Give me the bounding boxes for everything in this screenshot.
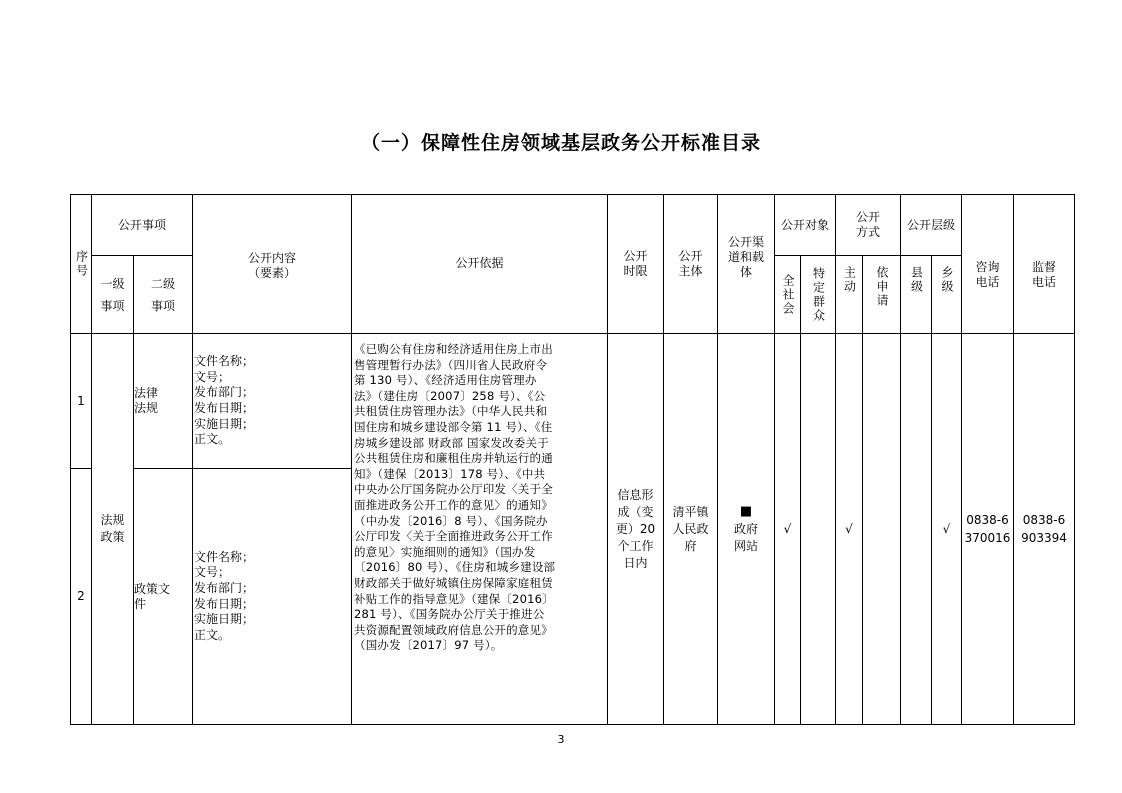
row-content: 文件名称； 文号； 发布部门； 发布日期； 实施日期； 正文。 [193,334,352,469]
method-request-mark [863,334,901,725]
header-content: 公开内容（要素） [193,195,352,334]
header-supervise: 监督电话 [1014,195,1075,334]
header-item: 公开事项 [92,195,193,256]
page-title: （一）保障性住房领域基层政务公开标准目录 [360,132,761,154]
header-target-all: 全社会 [775,256,801,334]
disclosure-basis: 《已购公有住房和经济适用住房上市出 售管理暂行办法》（四川省人民政府令 第 130 号）、《经济适用住房管理办 法》（建住房〔2007〕258 号）、《公 共租赁住房管理办法》（中华人民共和 国住房和城乡建设部令第 11 号）、《住 房城乡建设部 财政部 国家发改委关于 公共租赁住房和廉租住房并轨运行的通 知》（建保〔2013〕178 号）、《中共 中央办公厅国务院办公厅印发〈关于全 面推进政务公开工作的意见〉的通知》 （中办发〔2016〕8 号）、《国务院办 公厅印发〈关于全面推进政务公开工作 的意见〉实施细则的通知》（国办发 〔2016〕80 号）、《住房和城乡建设部 财政部关于做好城镇住房保障家庭租赁 补贴工作的指导意见》（建保〔2016〕 281 号）、《国务院办公厅关于推进公 共资源配置领域政府信息公开的意见》 （国办发〔2017〕97 号）。 [352,334,608,725]
level2-item: 法律法规 [134,334,193,469]
target-specific-mark [801,334,836,725]
row-seq: 2 [71,469,92,725]
header-time-limit: 公开时限 [608,195,664,334]
header-consult: 咨询电话 [962,195,1014,334]
disclosure-catalog-table [70,194,1075,725]
header-level1: 一级事项 [92,256,134,334]
level2-item: 政策文件 [134,469,193,725]
header-level2: 二级事项 [134,256,193,334]
disclosure-subject: 清平镇人民政府 [664,334,718,725]
row-seq: 1 [71,334,92,469]
method-active-mark: √ [836,334,863,725]
disclosure-channel: ■ 政府网站 [718,334,775,725]
supervise-phone: 0838-6903394 [1014,334,1075,725]
target-all-mark: √ [775,334,801,725]
time-limit: 信息形成（变更）20 个工作日内 [608,334,664,725]
header-subject: 公开主体 [664,195,718,334]
table-row [71,334,1075,469]
header-target-specific: 特定群众 [801,256,836,334]
header-level-county: 县级 [901,256,932,334]
header-level-township: 乡级 [932,256,962,334]
level-county-mark [901,334,932,725]
row-content: 文件名称； 文号； 发布部门； 发布日期； 实施日期； 正文。 [193,469,352,725]
header-target: 公开对象 [775,195,836,256]
header-basis: 公开依据 [352,195,608,334]
header-method: 公开方式 [836,195,901,256]
header-level: 公开层级 [901,195,962,256]
header-method-active: 主动 [836,256,863,334]
level1-item: 法规政策 [92,334,134,725]
header-seq: 序号 [71,195,92,334]
level-township-mark: √ [932,334,962,725]
consult-phone: 0838-6370016 [962,334,1014,725]
page-number: 3 [557,733,565,746]
header-channel: 公开渠道和载体 [718,195,775,334]
square-bullet-icon: ■ [739,504,753,519]
header-method-request: 依申请 [863,256,901,334]
